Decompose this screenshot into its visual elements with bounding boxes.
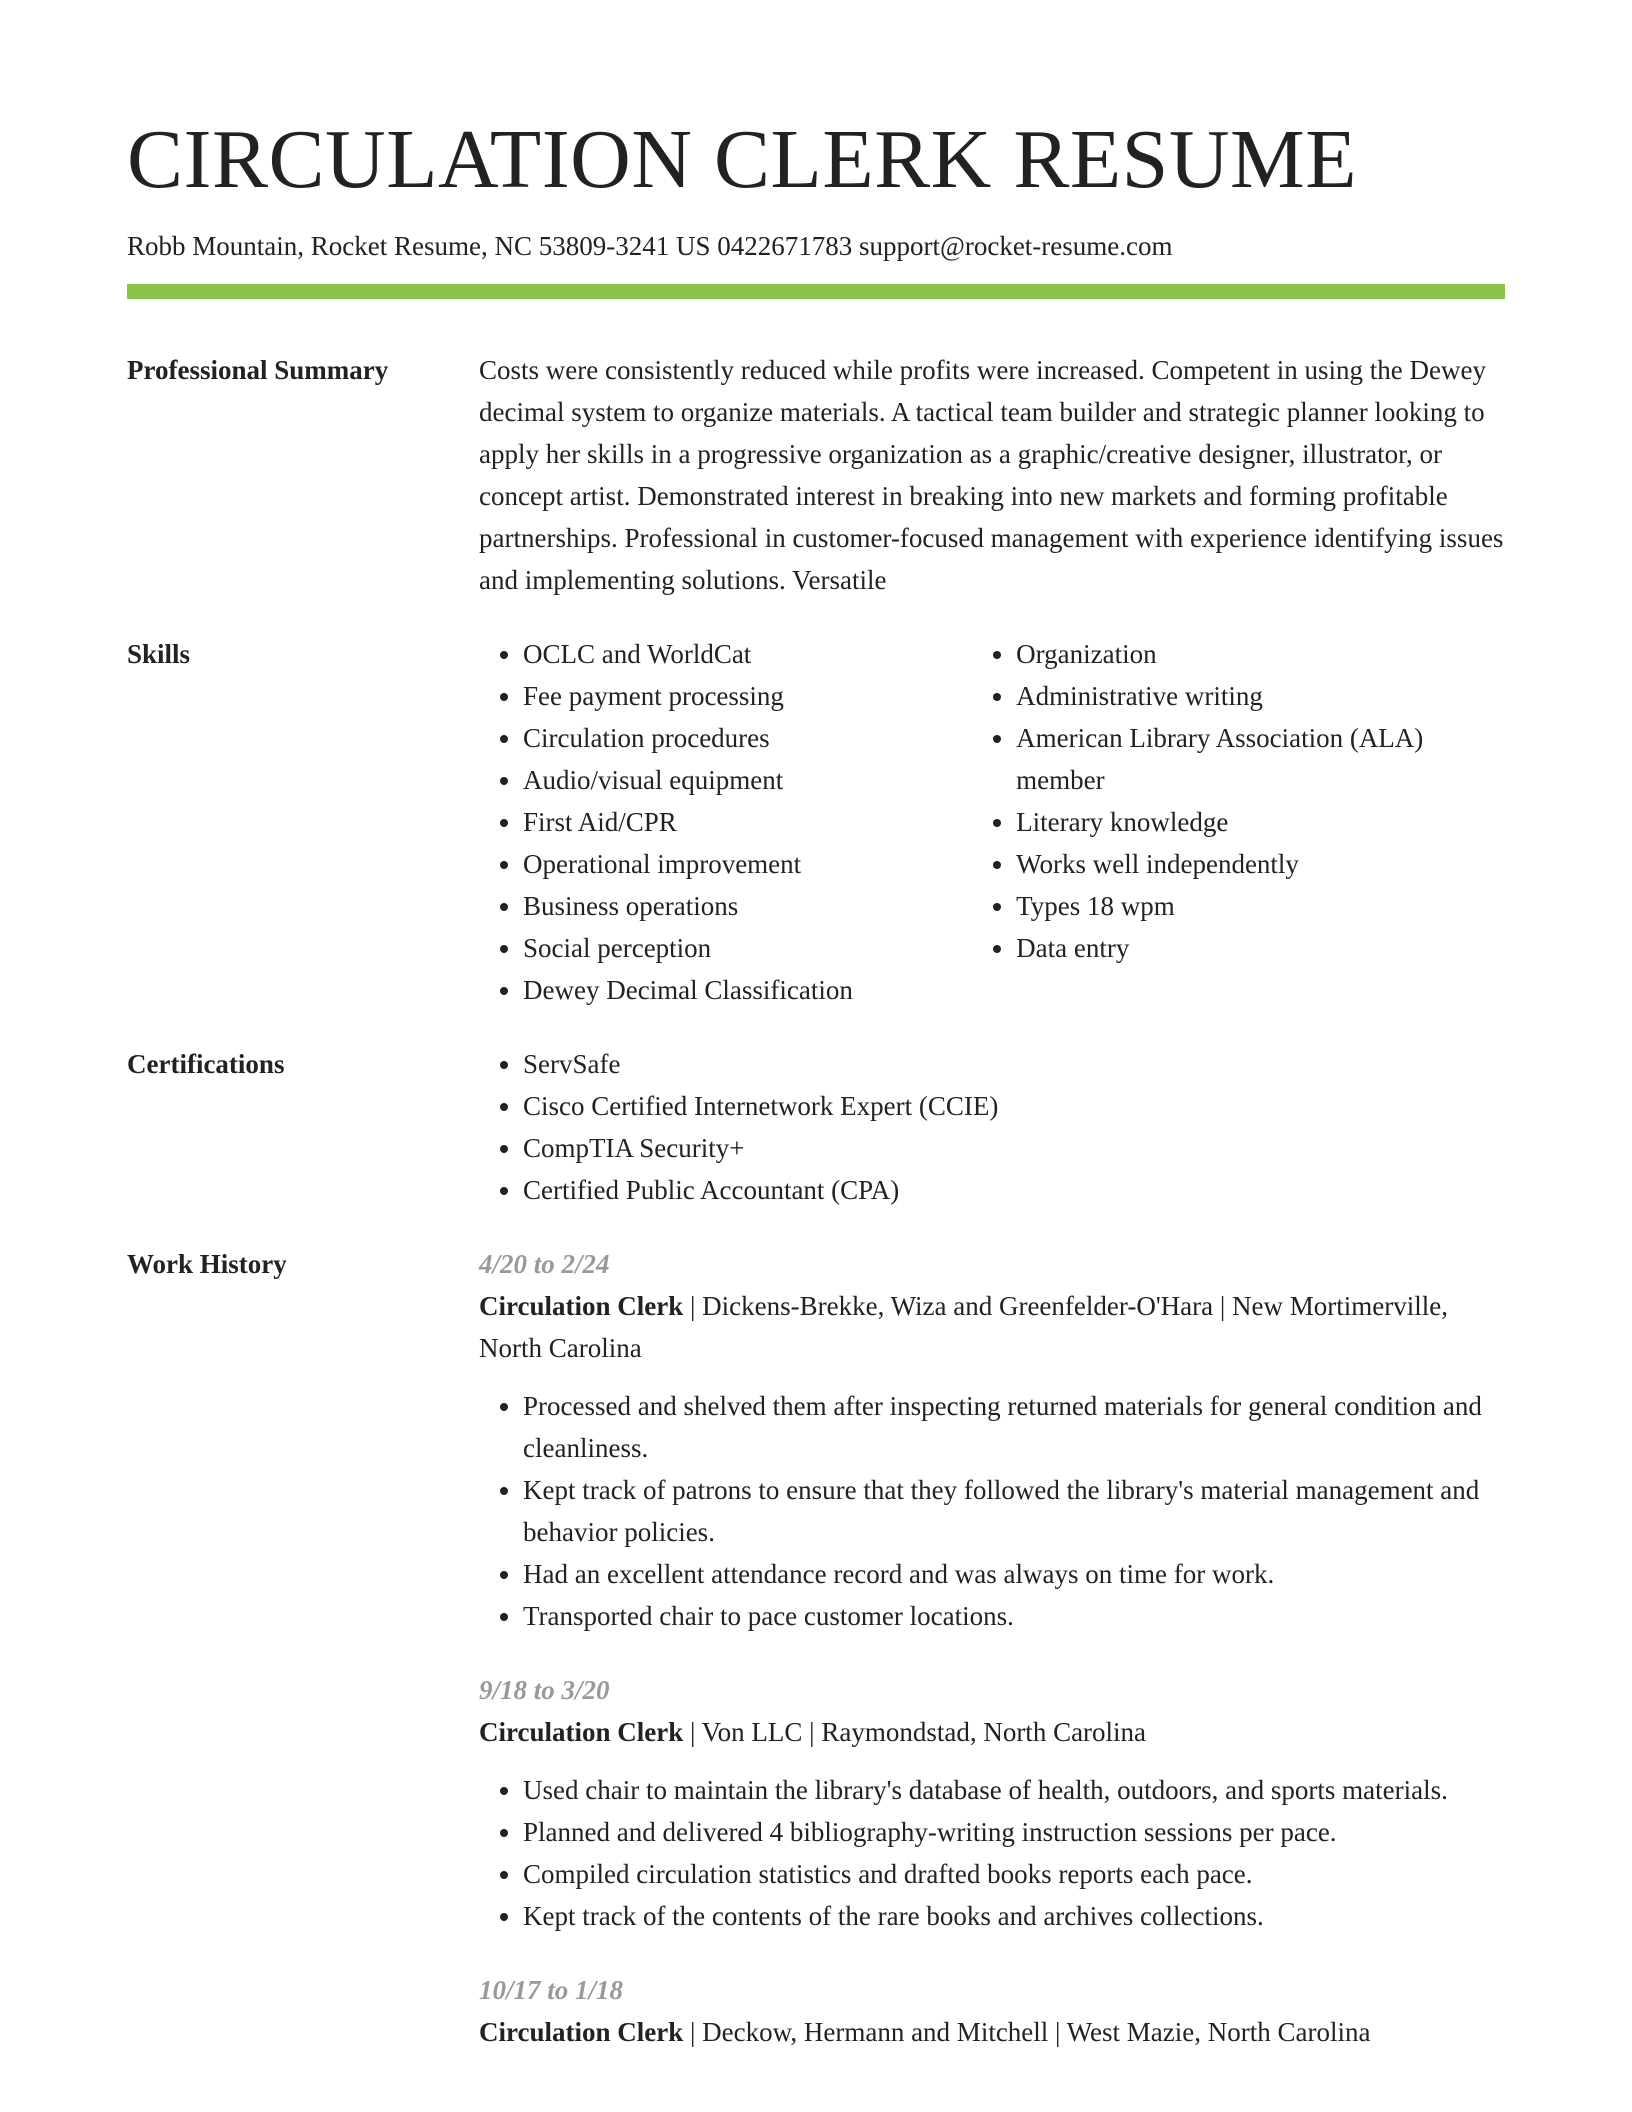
job-role: Circulation Clerk — [479, 2017, 684, 2048]
certifications-list — [479, 1043, 1505, 1211]
list-item: • Administrative writing — [1016, 675, 1505, 717]
job-bullets — [479, 1769, 1505, 1937]
job-dates: 9/18 to 3/20 — [479, 1675, 610, 1706]
list-item: • Types 18 wpm — [1016, 885, 1505, 927]
skills-list-right — [972, 633, 1505, 1011]
job-bullets — [479, 1385, 1505, 1637]
section-label: Certifications — [127, 1049, 285, 1080]
list-item: • ServSafe — [523, 1043, 1505, 1085]
list-item: • Operational improvement — [523, 843, 962, 885]
job-title-line — [479, 1285, 1505, 1369]
section-professional-summary — [127, 349, 1505, 601]
list-item: • Compiled circulation statistics and drafted books reports each pace. — [523, 1853, 1505, 1895]
job-entry — [479, 1243, 1505, 1637]
list-item: • Dewey Decimal Classification — [523, 969, 962, 1011]
list-item: • CompTIA Security+ — [523, 1127, 1505, 1169]
list-item: • Planned and delivered 4 bibliography-writing instruction sessions per pace. — [523, 1811, 1505, 1853]
section-label: Skills — [127, 639, 191, 670]
list-item: • Social perception — [523, 927, 962, 969]
job-employer: | Deckow, Hermann and Mitchell | West Mazie, North Carolina — [683, 2017, 1371, 2048]
job-entry — [479, 1969, 1505, 2053]
section-work-history — [127, 1243, 1505, 2085]
list-item: • Business operations — [523, 885, 962, 927]
job-dates: 4/20 to 2/24 — [479, 1249, 610, 1280]
job-employer: | Von LLC | Raymondstad, North Carolina — [683, 1717, 1147, 1748]
job-entry — [479, 1669, 1505, 1937]
list-item: • Transported chair to pace customer locations. — [523, 1595, 1505, 1637]
list-item: • Data entry — [1016, 927, 1505, 969]
list-item: • Processed and shelved them after inspecting returned materials for general condition and cleanliness. — [523, 1385, 1505, 1469]
job-employer: | Dickens-Brekke, Wiza and Greenfelder-O'Hara | New Mortimerville, North Carolina — [479, 1291, 1448, 1364]
contact-line: Robb Mountain, Rocket Resume, NC 53809-3241 US 0422671783 support@rocket-resume.com — [127, 231, 1173, 261]
work-history-content — [479, 1243, 1505, 2085]
list-item: • OCLC and WorldCat — [523, 633, 962, 675]
skills-columns — [479, 633, 1505, 1011]
list-item: • Works well independently — [1016, 843, 1505, 885]
job-role: Circulation Clerk — [479, 1291, 684, 1322]
list-item: • Cisco Certified Internetwork Expert (CCIE) — [523, 1085, 1505, 1127]
list-item: • First Aid/CPR — [523, 801, 962, 843]
list-item: • Organization — [1016, 633, 1505, 675]
section-label: Professional Summary — [127, 355, 389, 386]
section-label: Work History — [127, 1249, 287, 1280]
list-item: • Fee payment processing — [523, 675, 962, 717]
list-item: • American Library Association (ALA) member — [1016, 717, 1505, 801]
list-item: • Used chair to maintain the library's database of health, outdoors, and sports materials. — [523, 1769, 1505, 1811]
page-title: CIRCULATION CLERK RESUME — [127, 113, 1358, 206]
job-role: Circulation Clerk — [479, 1717, 684, 1748]
skills-list-left — [479, 633, 962, 1011]
list-item: • Literary knowledge — [1016, 801, 1505, 843]
list-item: • Kept track of the contents of the rare books and archives collections. — [523, 1895, 1505, 1937]
section-certifications — [127, 1043, 1505, 1211]
list-item: • Had an excellent attendance record and was always on time for work. — [523, 1553, 1505, 1595]
section-skills — [127, 633, 1505, 1011]
accent-divider — [127, 284, 1505, 299]
job-title-line — [479, 1711, 1505, 1753]
list-item: • Kept track of patrons to ensure that they followed the library's material management and behavior policies. — [523, 1469, 1505, 1553]
list-item: • Certified Public Accountant (CPA) — [523, 1169, 1505, 1211]
summary-text: Costs were consistently reduced while profits were increased. Competent in using the Dewey decimal system to organize materials. A tactical team builder and strategic planner looking to apply her skills in a progressive organization as a graphic/creative designer, illustrator, or concept artist. Demonstrated interest in breaking into new markets and forming profitable partnerships. Professional in customer-focused management with experience identifying issues and implementing solutions. Versatile — [479, 355, 1504, 596]
list-item: • Audio/visual equipment — [523, 759, 962, 801]
job-dates: 10/17 to 1/18 — [479, 1975, 624, 2006]
job-title-line — [479, 2011, 1505, 2053]
list-item: • Circulation procedures — [523, 717, 962, 759]
